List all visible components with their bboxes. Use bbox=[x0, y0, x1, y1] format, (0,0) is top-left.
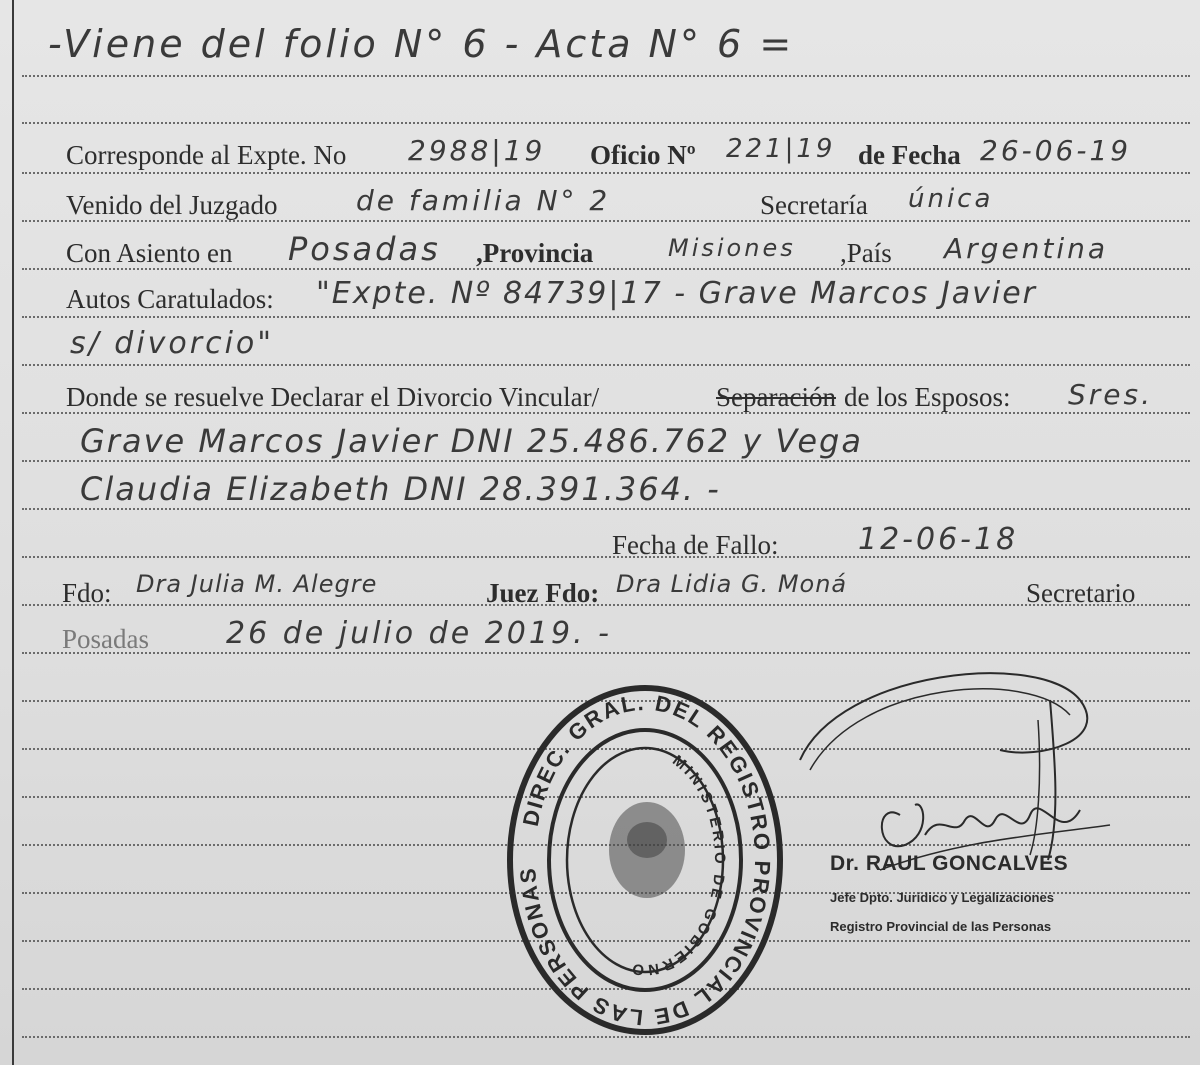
resolucion-suffix: de los Esposos: bbox=[844, 382, 1011, 412]
expediente-label: Corresponde al Expte. No bbox=[66, 140, 347, 170]
resolucion-handwritten: Sres. bbox=[1068, 378, 1153, 411]
expediente-value: 2988|19 bbox=[408, 134, 546, 167]
continuation-note: -Viene del folio N° 6 - Acta N° 6 = bbox=[48, 22, 795, 66]
secretario-label: Secretario bbox=[1026, 578, 1136, 608]
seal-outer-text: DIREC. GRAL. DEL REGISTRO PROVINCIAL DE LAS PERSONAS bbox=[514, 689, 776, 1031]
ruled-line bbox=[22, 460, 1190, 462]
fallo-value: 12-06-18 bbox=[858, 522, 1019, 557]
autos-label: Autos Caratulados: bbox=[66, 284, 274, 314]
asiento-city: Posadas bbox=[288, 230, 441, 268]
autos-value-line1: "Expte. Nº 84739|17 - Grave Marcos Javier bbox=[316, 276, 1038, 311]
fallo-label: Fecha de Fallo: bbox=[612, 530, 779, 560]
secretaria-value: única bbox=[908, 184, 994, 214]
official-seal bbox=[505, 680, 785, 1040]
resolucion-prefix: Donde se resuelve Declarar el Divorcio Vincular/ bbox=[66, 382, 600, 412]
fdo-label: Fdo: bbox=[62, 578, 112, 608]
signatory-name: Dr. RAUL GONCALVES bbox=[830, 852, 1069, 875]
juzgado-value: de familia N° 2 bbox=[356, 184, 611, 217]
secretaria-label: Secretaría bbox=[760, 190, 868, 220]
page-edge bbox=[12, 0, 14, 1065]
juez-label: Juez Fdo: bbox=[486, 578, 600, 608]
juez-name: Dra Julia M. Alegre bbox=[136, 570, 378, 598]
seal-inner-text: MINISTERIO DE GOBIERNO bbox=[628, 752, 729, 979]
lugar-label: Posadas bbox=[62, 624, 149, 654]
pais-label: ,País bbox=[840, 238, 892, 268]
esposos-line2: Claudia Elizabeth DNI 28.391.364. - bbox=[80, 470, 721, 508]
oficio-value: 221|19 bbox=[726, 134, 836, 164]
ruled-line bbox=[22, 75, 1190, 77]
secretario-name: Dra Lidia G. Moná bbox=[616, 570, 848, 598]
provincia-label: ,Provincia bbox=[476, 238, 594, 268]
ruled-line bbox=[22, 316, 1190, 318]
asiento-label: Con Asiento en bbox=[66, 238, 233, 268]
oficio-label: Oficio Nº bbox=[590, 140, 696, 170]
autos-value-line2: s/ divorcio" bbox=[70, 326, 275, 361]
fecha-value: 26-06-19 bbox=[980, 134, 1132, 167]
fecha-label: de Fecha bbox=[858, 140, 961, 170]
juzgado-label: Venido del Juzgado bbox=[66, 190, 278, 220]
resolucion-struck: Separación bbox=[716, 382, 836, 412]
pais-value: Argentina bbox=[944, 232, 1109, 265]
lugar-fecha-value: 26 de julio de 2019. - bbox=[226, 616, 612, 651]
ruled-line bbox=[22, 508, 1190, 510]
signatory-role: Jefe Dpto. Jurídico y Legalizaciones bbox=[830, 890, 1054, 905]
esposos-line1: Grave Marcos Javier DNI 25.486.762 y Vega bbox=[80, 422, 863, 460]
ruled-line bbox=[22, 122, 1190, 124]
ruled-line bbox=[22, 604, 1190, 606]
signature-scribble bbox=[780, 640, 1160, 880]
provincia-value: Misiones bbox=[668, 234, 796, 262]
ruled-line bbox=[22, 172, 1190, 174]
ruled-line bbox=[22, 364, 1190, 366]
signatory-office: Registro Provincial de las Personas bbox=[830, 919, 1052, 934]
